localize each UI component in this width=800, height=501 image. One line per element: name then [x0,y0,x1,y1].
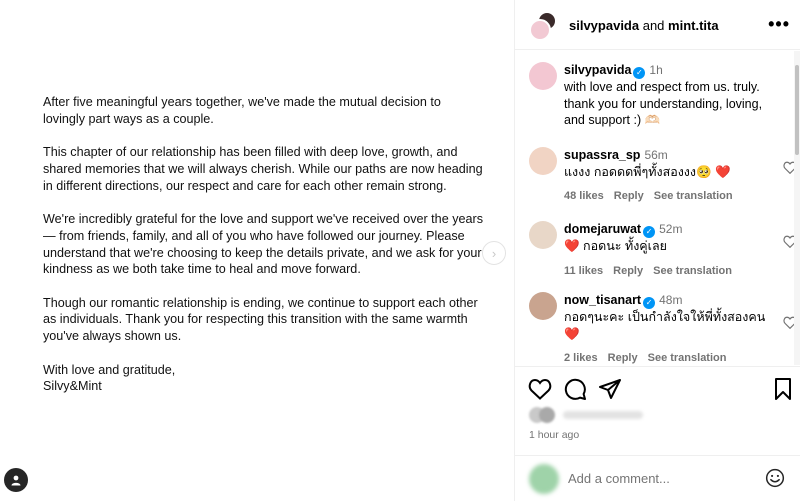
avatar[interactable] [529,147,557,175]
comment-likes[interactable]: 2 likes [564,352,598,364]
comments-list [515,51,800,365]
post-details-panel [515,0,800,501]
post-paragraph-5: With love and gratitude, Silvy&Mint [43,362,176,394]
comment-time[interactable]: 1h [649,63,663,77]
add-comment-bar [515,455,800,501]
post-paragraph-2: This chapter of our relationship has been filled with deep love, growth, and shared memories that we will always cherish. While our paths are now heading in different directions, our respect and care for each other remain strong. [43,145,483,193]
post-timestamp[interactable]: 1 hour ago [529,429,580,441]
comment-text: with love and respect from us. truly. thank you for understanding, loving, and support :) 🫶🏻 [564,80,763,127]
avatar [529,19,551,41]
avatar [529,464,559,494]
comment-time[interactable]: 48m [659,293,683,307]
liked-by-row[interactable] [529,407,679,423]
post-caption-image-text [43,94,483,412]
next-image-button[interactable] [482,241,506,265]
avatar[interactable] [529,292,557,320]
post-paragraph-1: After five meaningful years together, we've made the mutual decision to lovingly part ways as a couple. [43,95,441,126]
liked-by-text [563,411,643,419]
bookmark-icon[interactable] [771,377,795,401]
comment-username[interactable]: supassra_sp [564,148,641,162]
comment-time[interactable]: 52m [659,222,683,236]
post-paragraph-4: Though our romantic relationship is ending, we continue to support each other as individuals. Thank you for respecting this transition with the same warmth you've always shown us. [43,295,478,344]
reply-button[interactable]: Reply [613,264,644,277]
comment-username[interactable]: silvypavida [564,63,632,77]
comments-scrollbar[interactable] [794,51,800,365]
comment-meta [564,188,769,205]
emoji-icon[interactable] [765,468,785,488]
comment-likes[interactable]: 11 likes [564,264,604,277]
see-translation-button[interactable]: See translation [653,264,732,277]
comment-meta [564,350,769,365]
collab-usernames [569,18,719,33]
comment-username[interactable]: domejaruwat [564,222,642,236]
verified-badge-icon: ✓ [643,297,655,309]
comment-text: แงงง กอดดดพี่ๆทั้งสองงง🥺 ❤️ [564,164,731,179]
tagged-users-button[interactable] [4,468,28,492]
post-paragraph-3: We're incredibly grateful for the love and support we've received over the years — from friends, family, and all of you who have followed our journey. Please understand that we're choosing to keep the details private, and we ask for your kindness as we both take time to heal and move forward. [43,211,483,277]
post-actions [515,366,800,466]
heart-icon[interactable] [528,377,552,401]
avatar[interactable] [529,221,557,249]
comment-text: ❤️ กอดนะ ทั้งคู่เลย [564,239,667,253]
comment-time[interactable]: 56m [644,148,668,162]
username-link[interactable]: silvypavida [569,18,640,33]
scrollbar-thumb[interactable] [795,65,799,155]
user-icon [10,474,22,486]
chevron-right-icon: › [491,245,497,261]
avatar[interactable] [529,62,557,90]
comment-icon[interactable] [563,377,587,401]
collab-avatars[interactable] [529,11,559,41]
more-options-icon[interactable]: ••• [768,14,790,34]
avatar [539,407,555,423]
see-translation-button[interactable]: See translation [647,352,727,364]
verified-badge-icon: ✓ [643,226,655,238]
verified-badge-icon: ✓ [633,67,645,79]
share-icon[interactable] [598,377,622,401]
username-link[interactable]: mint.tita [668,18,719,33]
reply-button[interactable]: Reply [613,190,644,202]
comment-username[interactable]: now_tisanart [564,293,642,307]
comment-likes[interactable]: 48 likes [564,190,604,202]
see-translation-button[interactable]: See translation [653,190,733,202]
comment-input[interactable] [568,471,728,486]
and-text: and [639,18,669,33]
post-header [515,0,800,50]
comment-meta [564,263,769,280]
reply-button[interactable]: Reply [607,352,638,364]
comment-text: กอดๆนะคะ เป็นกำลังใจให้พี่ทั้งสองคน ❤️ [564,310,766,341]
